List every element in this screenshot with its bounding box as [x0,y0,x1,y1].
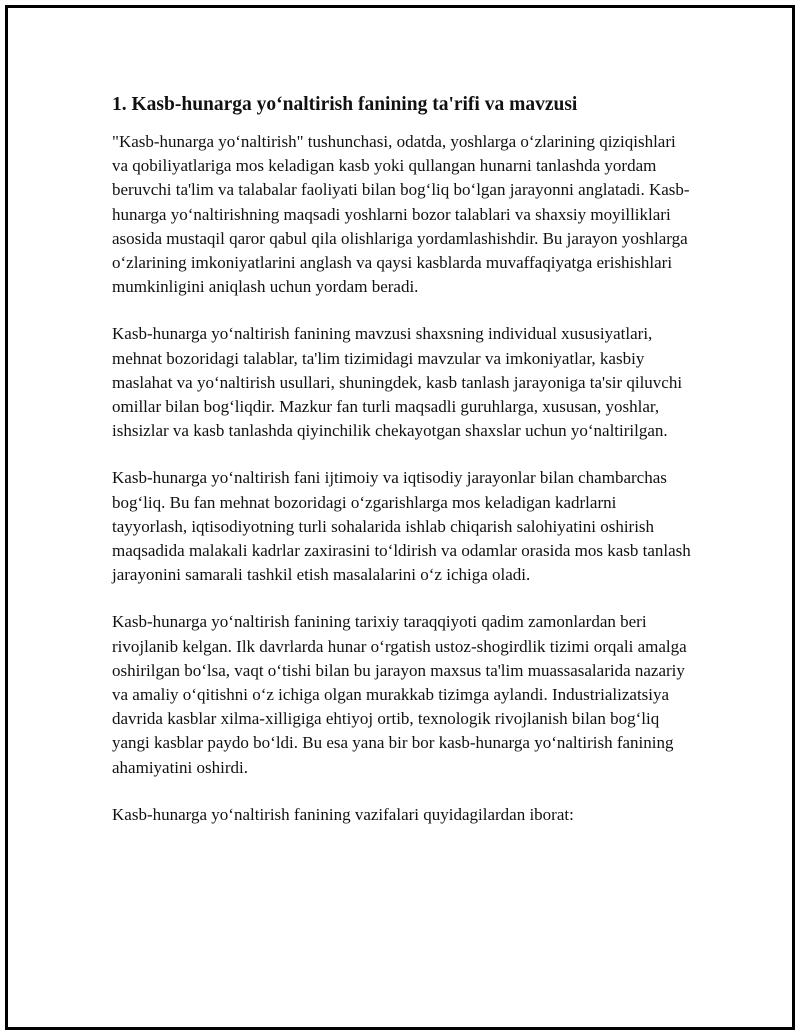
paragraph-tasks-intro: Kasb-hunarga yo‘naltirish fanining vazifalari quyidagilardan iborat: [112,804,574,824]
paragraph-socioeconomic: Kasb-hunarga yo‘naltirish fani ijtimoiy va iqtisodiy jarayonlar bilan chambarchas bog‘liq. Bu fan mehnat bozoridagi o‘zgarishlarga mos keladigan kadrlarni tayyorlash, iqtisodiyotning turli sohalarida ishlab chiqarish salohiyatini oshirish maqsadida malakali kadrlar zaxirasini to‘ldirish va odamlar orasida mos kasb tanlash jarayonini samarali tashkil etish masalalarini o‘z ichiga oladi. [112,468,691,585]
document-body [112,92,692,850]
paragraph-definition: "Kasb-hunarga yo‘naltirish" tushunchasi, odatda, yoshlarga o‘zlarining qiziqishlari va qobiliyatlariga mos keladigan kasb yoki qullangan hunarni tanlashda yordam beruvchi ta'lim va talabalar faoliyati bilan bog‘liq bo‘lgan jarayonni anglatadi. Kasb-hunarga yo‘naltirishning maqsadi yoshlarni bozor talablari va shaxsiy moyilliklari asosida mustaqil qaror qabul qila olishlariga yordamlashishdir. Bu jarayon yoshlarga o‘zlarining imkoniyatlarini anglash va qaysi kasblarda muvaffaqiyatga erishishlari mumkinligini aniqlash uchun yordam beradi. [112,132,690,297]
section-heading: 1. Kasb-hunarga yo‘naltirish fanining ta'rifi va mavzusi [112,94,578,115]
paragraph-subject: Kasb-hunarga yo‘naltirish fanining mavzusi shaxsning individual xususiyatlari, mehnat bozoridagi talablar, ta'lim tizimidagi mavzular va imkoniyatlar, kasbiy maslahat va yo‘naltirish usullari, shuningdek, kasb tanlash jarayoniga ta'sir qiluvchi omillar bilan bog‘liqdir. Mazkur fan turli maqsadli guruhlarga, xususan, yoshlar, ishsizlar va kasb tanlashda qiyinchilik chekayotgan shaxslar uchun yo‘naltirilgan. [112,324,683,441]
paragraph-history: Kasb-hunarga yo‘naltirish fanining tarixiy taraqqiyoti qadim zamonlardan beri rivojlanib kelgan. Ilk davrlarda hunar o‘rgatish ustoz-shogirdlik tizimi orqali amalga oshirilgan bo‘lsa, vaqt o‘tishi bilan bu jarayon maxsus ta'lim muassasalarida nazariy va amaliy o‘qitishni o‘z ichiga olgan murakkab tizimga aylandi. Industrializatsiya davrida kasblar xilma-xilligiga ehtiyoj ortib, texnologik rivojlanish bilan bog‘liq yangi kasblar paydo bo‘ldi. Bu esa yana bir bor kasb-hunarga yo‘naltirish fanining ahamiyatini oshirdi. [112,612,687,777]
